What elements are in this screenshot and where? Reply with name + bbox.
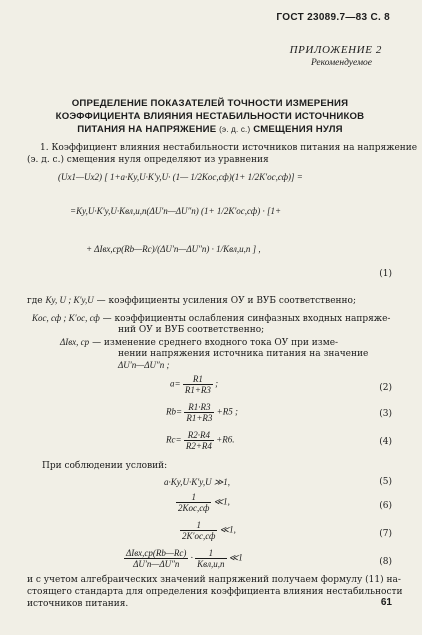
equation-3: Rb= $\frac{R1\cdot R3}{R1+R3}$ +R5 ; [166, 402, 238, 423]
condition-5-number: (5) [379, 477, 392, 487]
condition-6: $\frac{1}{\text{2Kос,сф}}$ ≪1, [178, 492, 230, 513]
equation-1-number: (1) [379, 269, 392, 279]
equation-3-number: (3) [379, 409, 392, 419]
equation-1-row-1: (Uх1—Uх2) [ 1+a·Kу,U·K′у,U· (1— 1/2Kос,сф)(1+ 1/2K′ос,сф)] = [58, 172, 303, 182]
title-line-2: КОЭФФИЦИЕНТА ВЛИЯНИЯ НЕСТАБИЛЬНОСТИ ИСТОЧНИКОВ [55, 111, 365, 122]
equation-4: Rc= $\frac{R2\cdot R4}{R2+R4}$ +R6. [166, 430, 235, 451]
equation-2: a= $\frac{R1}{R1+R3}$ ; [170, 374, 219, 395]
definition-2: Kос, сф ; K′ос, сф — коэффициенты ослабления синфазных входных напряже- [32, 313, 391, 324]
conclusion-line-3: источников питания. [27, 599, 129, 609]
condition-6-number: (6) [379, 501, 392, 511]
definition-1: где Kу, U ; K′у,U — коэффициенты усиления ОУ и ВУБ соответственно; [27, 295, 356, 306]
definition-2-cont: ний ОУ и ВУБ соответственно; [118, 325, 265, 335]
equation-2-number: (2) [379, 383, 392, 393]
condition-5: a·Kу,U·K′у,U ≫1, [164, 477, 230, 487]
intro-line-2: (э. д. с.) смещения нуля определяют из уравнения [27, 155, 269, 165]
condition-7: $\frac{1}{2K'ос,сф}$ ≪1, [182, 520, 236, 541]
equation-4-number: (4) [379, 437, 392, 447]
conclusion-line-1: и с учетом алгебраических значений напряжений получаем формулу (11) на- [27, 575, 401, 585]
intro-line-1: 1. Коэффициент влияния нестабильности источников питания на напряжение [40, 143, 418, 153]
section-title [30, 97, 390, 136]
equation-1-row-3: + ΔIвх,ср(Rb—Rc)/(ΔU′п—ΔU″п) · 1/Kвл,и,п ] , [86, 244, 261, 254]
conclusion-line-2: стоящего стандарта для определения коэффициента влияния нестабильности [27, 587, 403, 597]
condition-7-number: (7) [379, 529, 392, 539]
definition-3: ΔIвх, ср — изменение среднего входного тока ОУ при изме- [60, 337, 339, 348]
conditions-intro: При соблюдении условий: [42, 461, 168, 471]
definition-3-value: ΔU′п—ΔU″п ; [118, 360, 170, 370]
condition-8-number: (8) [379, 557, 392, 567]
equation-1-row-2: =Kу,U·K′у,U·Kвл,и,п(ΔU′п—ΔU″п) (1+ 1/2K′ос,сф) · [1+ [70, 206, 282, 216]
title-line-1: ОПРЕДЕЛЕНИЕ ПОКАЗАТЕЛЕЙ ТОЧНОСТИ ИЗМЕРЕНИЯ [71, 98, 349, 109]
standard-header: ГОСТ 23089.7—83 С. 8 [276, 12, 390, 23]
title-line-3: ПИТАНИЯ НА НАПРЯЖЕНИЕ (э. д. с.) СМЕЩЕНИЯ НУЛЯ [77, 124, 343, 135]
condition-8: $\frac{\text{ΔIвх,ср(Rb—Rc)}}{\Delta U'п—\Delta U''п}$ · $\frac{1}{\text{Kвл,и,п}}$ ≪1 [126, 548, 243, 569]
definition-3-cont: нении напряжения источника питания на значение [118, 349, 369, 359]
appendix-status: Рекомендуемое [310, 58, 372, 68]
appendix-label: ПРИЛОЖЕНИЕ 2 [289, 44, 382, 56]
page-number: 61 [380, 597, 392, 608]
